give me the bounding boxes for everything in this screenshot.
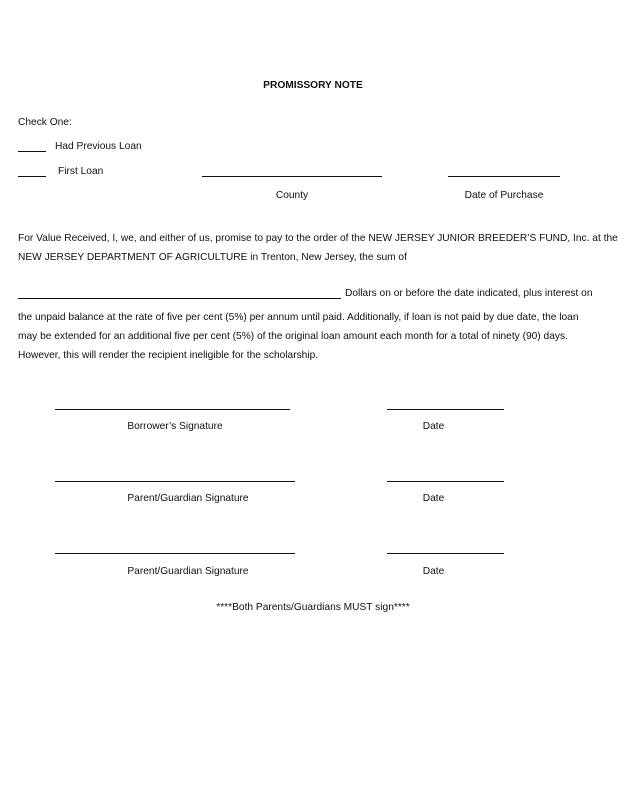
- parent-guardian-date-label-1: Date: [422, 493, 445, 504]
- dollars-text: Dollars on or before the date indicated, plus interest on: [345, 288, 593, 299]
- first-loan-checkline[interactable]: [18, 176, 46, 177]
- date-of-purchase-field-line[interactable]: [448, 176, 560, 177]
- paragraph-line: may be extended for an additional five per cent (5%) of the original loan amount each month for a total of ninety (90) days.: [18, 331, 568, 342]
- parent-guardian-signature-line-2[interactable]: [55, 553, 295, 554]
- paragraph-line: the unpaid balance at the rate of five per cent (5%) per annum until paid. Additionally, if loan is not paid by due date, the loan: [18, 312, 579, 323]
- both-parents-note: ****Both Parents/Guardians MUST sign****: [216, 602, 410, 613]
- paragraph-line: However, this will render the recipient ineligible for the scholarship.: [18, 350, 319, 361]
- parent-guardian-date-line-2[interactable]: [387, 553, 504, 554]
- parent-guardian-signature-label-2: Parent/Guardian Signature: [127, 566, 249, 577]
- borrower-date-line[interactable]: [387, 409, 504, 410]
- parent-guardian-signature-label-1: Parent/Guardian Signature: [127, 493, 249, 504]
- parent-guardian-signature-line-1[interactable]: [55, 481, 295, 482]
- borrower-signature-label: Borrower’s Signature: [127, 421, 223, 432]
- had-previous-loan-checkline[interactable]: [18, 151, 46, 152]
- paragraph-line: For Value Received, I, we, and either of us, promise to pay to the order of the NEW JERSEY JUNIOR BREEDER’S FUND, Inc. at the: [18, 233, 618, 244]
- check-one-label: Check One:: [18, 117, 72, 128]
- parent-guardian-date-line-1[interactable]: [387, 481, 504, 482]
- amount-field-line[interactable]: [18, 298, 341, 299]
- parent-guardian-date-label-2: Date: [422, 566, 445, 577]
- paragraph-line: NEW JERSEY DEPARTMENT OF AGRICULTURE in Trenton, New Jersey, the sum of: [18, 252, 407, 263]
- county-label: County: [275, 190, 309, 201]
- page-title: PROMISSORY NOTE: [263, 80, 363, 91]
- had-previous-loan-label: Had Previous Loan: [55, 141, 142, 152]
- borrower-date-label: Date: [422, 421, 445, 432]
- date-of-purchase-label: Date of Purchase: [464, 190, 544, 201]
- borrower-signature-line[interactable]: [55, 409, 290, 410]
- first-loan-label: First Loan: [58, 166, 104, 177]
- county-field-line[interactable]: [202, 176, 382, 177]
